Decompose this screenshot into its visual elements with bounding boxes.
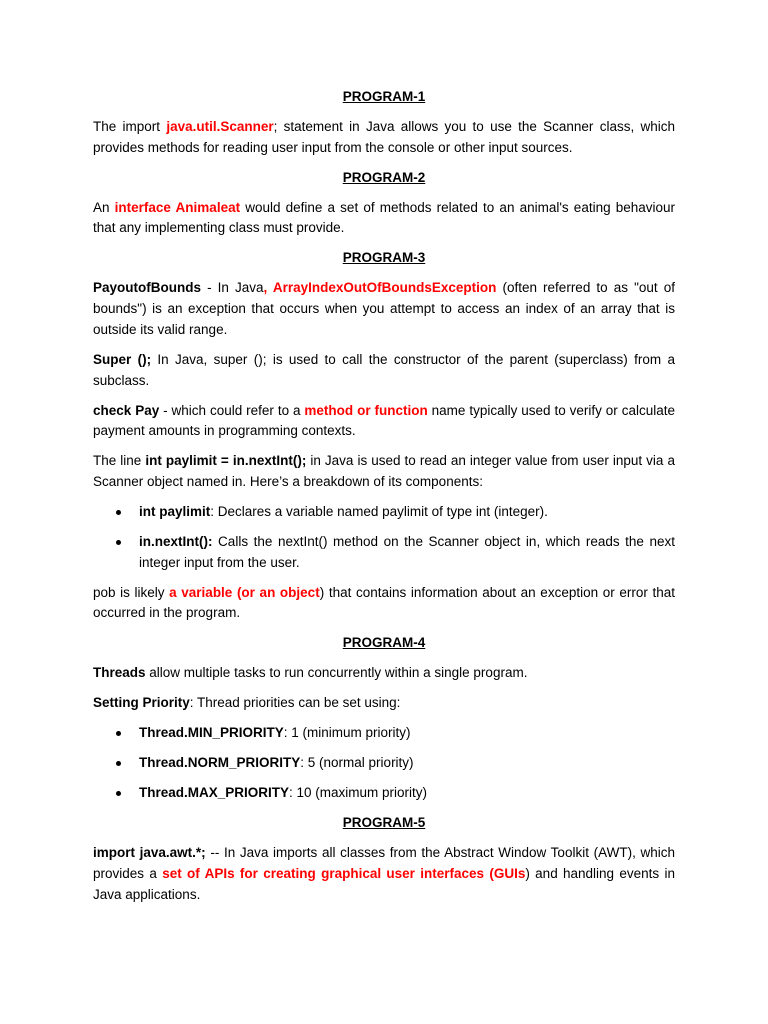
plain-text: : 5 (normal priority) bbox=[300, 755, 414, 771]
list-item bbox=[93, 783, 675, 804]
plain-text: ) that contains information about an exception or error that occurred in the program. bbox=[93, 584, 675, 621]
highlighted-term: set of APIs for creating graphical user interfaces (GUIs bbox=[162, 866, 526, 882]
highlighted-term: a variable (or an object bbox=[169, 584, 320, 600]
bullet-marker bbox=[116, 731, 121, 736]
plain-text: ) and handling events in Java applications. bbox=[93, 866, 675, 902]
highlighted-term: java.util.Scanner bbox=[166, 119, 274, 134]
list-item bbox=[93, 532, 675, 573]
plain-text: The line bbox=[93, 453, 146, 469]
program-4-section bbox=[93, 633, 675, 804]
plain-text: The import bbox=[93, 119, 167, 134]
bullet-marker bbox=[116, 791, 121, 796]
priorities-bullet-list bbox=[93, 723, 675, 804]
program-2-section bbox=[93, 168, 675, 239]
paylimit-paragraph bbox=[93, 451, 675, 492]
program-5-heading: PROGRAM-5 bbox=[342, 815, 426, 831]
bullet-marker bbox=[116, 510, 121, 515]
bold-term: Thread.MIN_PRIORITY bbox=[139, 725, 284, 741]
program-3-section bbox=[93, 248, 675, 624]
plain-text: - In Java bbox=[201, 280, 264, 296]
program-5-section bbox=[93, 813, 675, 905]
program-2-heading: PROGRAM-2 bbox=[342, 169, 426, 185]
pob-paragraph bbox=[93, 583, 675, 624]
awt-import-paragraph bbox=[93, 843, 675, 905]
components-bullet-list bbox=[93, 502, 675, 573]
threads-paragraph bbox=[93, 663, 675, 684]
bullet-marker bbox=[116, 540, 121, 545]
highlighted-term: , ArrayIndexOutOfBoundsException bbox=[263, 280, 497, 296]
plain-text: : 10 (maximum priority) bbox=[289, 785, 428, 801]
bold-term: Threads bbox=[93, 665, 146, 681]
program-3-heading: PROGRAM-3 bbox=[342, 250, 426, 266]
plain-text: would define a set of methods related to an animal's eating behaviour that any implementing class must provide. bbox=[93, 199, 676, 236]
super-paragraph bbox=[93, 350, 675, 391]
bold-term: in.nextInt(): bbox=[139, 533, 213, 549]
plain-text: An bbox=[93, 199, 115, 215]
bold-term: int paylimit = in.nextInt(); bbox=[145, 453, 307, 469]
plain-text: allow multiple tasks to run concurrently within a single program. bbox=[145, 665, 528, 681]
plain-text: : Declares a variable named paylimit of type int (integer). bbox=[210, 503, 548, 519]
list-item bbox=[93, 723, 675, 744]
program-4-heading: PROGRAM-4 bbox=[342, 635, 426, 651]
bold-term: Setting Priority bbox=[93, 695, 190, 711]
bold-term: import java.awt.*; bbox=[93, 845, 206, 861]
bold-term: check Pay bbox=[93, 402, 160, 418]
scanner-import-paragraph bbox=[93, 117, 675, 158]
plain-text: Calls the nextInt() method on the Scanner object in, which reads the next integer input from the user. bbox=[139, 533, 675, 570]
plain-text: -- In Java imports all classes from the Abstract Window Toolkit (AWT), which provides a bbox=[93, 845, 675, 882]
interface-paragraph bbox=[93, 198, 675, 239]
bold-term: Thread.MAX_PRIORITY bbox=[139, 785, 290, 801]
payoutofbounds-paragraph bbox=[93, 278, 675, 340]
check-pay-paragraph bbox=[93, 401, 675, 442]
bold-term: Super (); bbox=[93, 351, 152, 367]
setting-priority-paragraph bbox=[93, 693, 675, 714]
document-page bbox=[93, 87, 675, 915]
bold-term: PayoutofBounds bbox=[93, 280, 201, 296]
plain-text: (often referred to as "out of bounds") is an exception that occurs when you attempt to access an index of an array that is outside its valid range. bbox=[93, 280, 675, 337]
program-1-heading: PROGRAM-1 bbox=[342, 89, 426, 104]
highlighted-term: interface Animaleat bbox=[114, 199, 241, 215]
list-item bbox=[93, 502, 675, 523]
highlighted-term: method or function bbox=[304, 402, 428, 418]
bold-term: Thread.NORM_PRIORITY bbox=[139, 755, 301, 771]
plain-text: In Java, super (); is used to call the constructor of the parent (superclass) from a subclass. bbox=[93, 351, 675, 388]
bullet-marker bbox=[116, 761, 121, 766]
plain-text: name typically used to verify or calculate payment amounts in programming contexts. bbox=[93, 402, 675, 439]
list-item bbox=[93, 753, 675, 774]
plain-text: : 1 (minimum priority) bbox=[283, 725, 411, 741]
program-1-section bbox=[93, 87, 675, 158]
plain-text: in Java is used to read an integer value from user input via a Scanner object named in. Here’s a breakdown of its components: bbox=[93, 453, 675, 489]
plain-text: : Thread priorities can be set using: bbox=[189, 695, 401, 711]
plain-text: pob is likely bbox=[93, 584, 170, 600]
plain-text: ; statement in Java allows you to use the Scanner class, which provides methods for reading user input from the console or other input sources. bbox=[93, 119, 675, 155]
plain-text: - which could refer to a bbox=[159, 402, 305, 418]
bold-term: int paylimit bbox=[139, 503, 211, 519]
